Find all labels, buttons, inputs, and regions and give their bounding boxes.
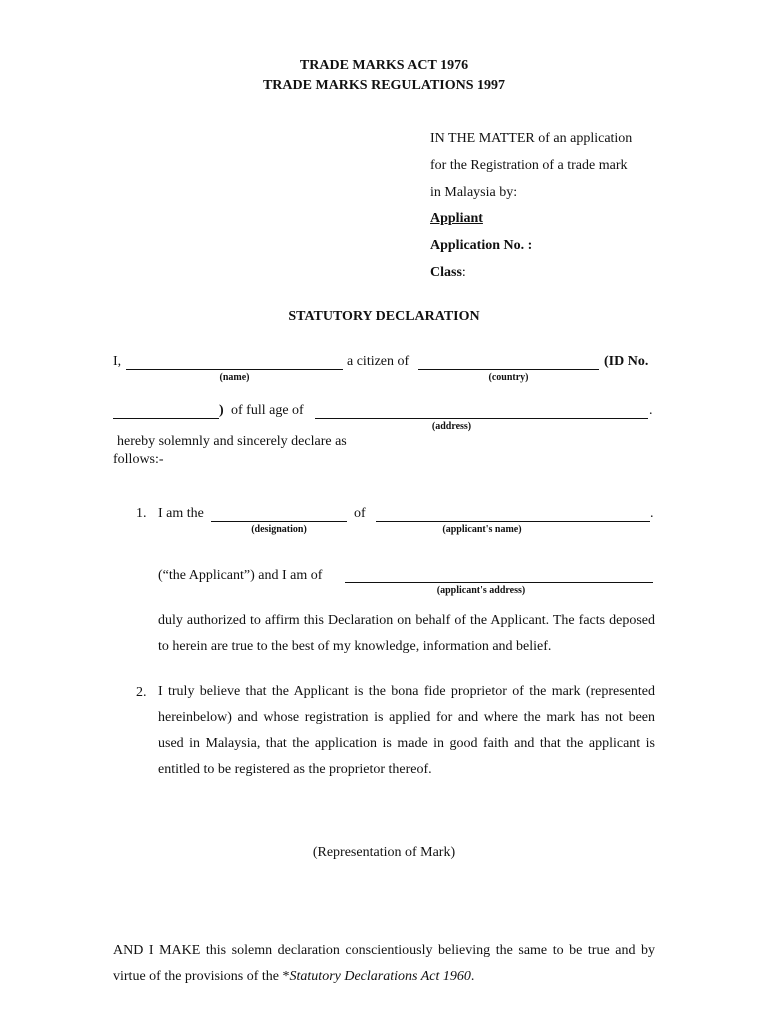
address-caption: (address): [431, 421, 472, 432]
closing-text: AND I MAKE this solemn declaration conscientiously believing the same to be true and by virtue of the provisions of the *: [113, 943, 655, 984]
citizen-text: a citizen of: [347, 354, 410, 369]
declare-line-2: follows:-: [113, 452, 164, 467]
full-age-text: of full age of: [231, 403, 304, 418]
designation-caption: (designation): [251, 524, 307, 535]
name-blank: [126, 369, 343, 370]
item-2-body: I truly believe that the Applicant is the bona fide proprietor of the mark (represented hereinbelow) and whose registration is applied for and where the mark has not been used in Malaysia, that the application is made in good faith and that the applicant is entitled to be registered as the proprietor thereof.: [158, 684, 655, 777]
applicant-name-blank: [376, 521, 650, 522]
applicant-label: Appliant: [430, 211, 483, 226]
item-1-number: 1.: [136, 506, 147, 521]
address-blank: [315, 418, 648, 419]
matter-line-1: IN THE MATTER of an application: [430, 131, 633, 146]
item-2-number: 2.: [136, 685, 147, 700]
declare-line-1: hereby solemnly and sincerely declare as: [117, 434, 347, 449]
matter-line-2: for the Registration of a trade mark: [430, 158, 628, 173]
intro-i: I,: [113, 354, 122, 369]
applicant-address-caption: (applicant's address): [436, 585, 526, 596]
country-blank: [418, 369, 599, 370]
item-1-body: duly authorized to affirm this Declaration on behalf of the Applicant. The facts deposed to herein are true to the best of my knowledge, information and belief.: [158, 613, 655, 654]
name-caption: (name): [219, 372, 250, 383]
address-period: .: [649, 403, 653, 418]
item-1-period: .: [650, 506, 654, 521]
id-no-label: (ID No.: [604, 354, 649, 369]
class-colon: :: [461, 265, 466, 280]
class-label-wrap: [430, 265, 466, 281]
applicant-address-blank: [345, 582, 653, 583]
closing-period: .: [470, 969, 475, 984]
i-am-the-text: I am the: [158, 506, 204, 521]
class-label: Class: [430, 265, 462, 280]
id-no-blank: [113, 418, 219, 419]
declaration-title: STATUTORY DECLARATION: [288, 309, 480, 324]
country-caption: (country): [488, 372, 529, 383]
the-applicant-text: (“the Applicant”) and I am of: [158, 568, 323, 583]
closing-paragraph: [113, 938, 655, 990]
of-text: of: [354, 506, 366, 521]
designation-blank: [211, 521, 347, 522]
application-no-label: Application No. :: [430, 238, 533, 253]
statutory-act-name: Statutory Declarations Act 1960: [289, 969, 471, 984]
id-close-paren: ): [219, 403, 224, 418]
applicant-name-caption: (applicant's name): [442, 524, 522, 535]
act-title: TRADE MARKS ACT 1976: [299, 58, 469, 73]
representation-of-mark: (Representation of Mark): [312, 845, 456, 860]
regulations-title: TRADE MARKS REGULATIONS 1997: [262, 78, 506, 93]
matter-line-3: in Malaysia by:: [430, 185, 518, 200]
